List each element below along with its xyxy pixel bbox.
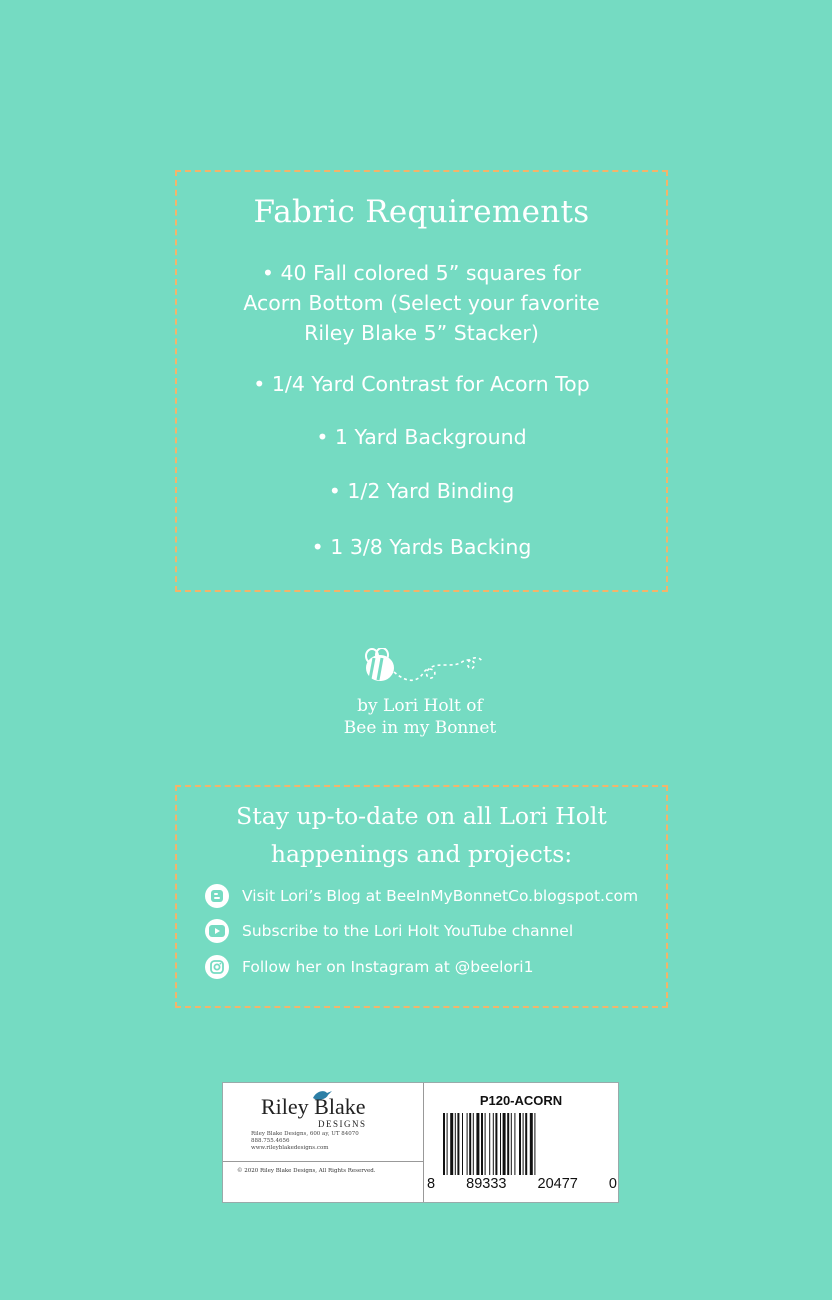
copyright-text: © 2020 Riley Blake Designs, All Rights Reserved.: [237, 1168, 376, 1174]
social-heading: [187, 797, 656, 873]
blog-link-text: Visit Lori’s Blog at BeeInMyBonnetCo.blogspot.com: [242, 887, 639, 905]
social-heading-line: Stay up-to-date on all Lori Holt: [236, 802, 607, 830]
barcode-icon: [443, 1113, 603, 1175]
barcode-digit-group: 8: [427, 1176, 436, 1192]
barcode-number: [427, 1176, 617, 1192]
requirement-line: • 40 Fall colored 5” squares for: [261, 261, 582, 285]
brand-name: Riley Blake: [261, 1094, 366, 1119]
requirement-item: • 1 3/8 Yards Backing: [311, 535, 532, 559]
social-heading-line: happenings and projects:: [270, 840, 573, 868]
social-links-box: [175, 785, 668, 1008]
byline-author: by Lori Holt of: [357, 696, 483, 716]
address-line: www.rileyblakedesigns.com: [251, 1145, 329, 1151]
blog-link[interactable]: [205, 883, 638, 909]
requirement-item: • 1/2 Yard Binding: [328, 479, 515, 503]
byline-company: Bee in my Bonnet: [343, 718, 497, 738]
requirement-line: Riley Blake 5” Stacker): [304, 321, 539, 345]
blogger-icon: [205, 884, 229, 908]
fabric-requirements-title: Fabric Requirements: [253, 194, 590, 230]
barcode-digit-group: 89333: [466, 1176, 507, 1192]
youtube-icon: [205, 919, 229, 943]
address-line: Riley Blake Designs, 600 ay, UT 84070: [251, 1131, 359, 1137]
label-divider: [223, 1161, 423, 1162]
brand-subtitle: DESIGNS: [318, 1119, 367, 1129]
requirement-item: [187, 258, 656, 348]
instagram-icon: [205, 955, 229, 979]
barcode-digit-group: 20477: [537, 1176, 578, 1192]
product-label: [222, 1082, 619, 1203]
instagram-link[interactable]: [205, 954, 533, 980]
requirement-item: • 1/4 Yard Contrast for Acorn Top: [253, 372, 590, 396]
fabric-requirements-box: [175, 170, 668, 592]
bee-icon: [358, 648, 488, 690]
product-sku: P120-ACORN: [479, 1093, 563, 1108]
youtube-link-text: Subscribe to the Lori Holt YouTube channel: [242, 922, 574, 940]
brand-panel: [223, 1083, 424, 1202]
requirement-item: • 1 Yard Background: [316, 425, 527, 449]
barcode-digit-group: 0: [608, 1176, 617, 1192]
youtube-link[interactable]: [205, 918, 573, 944]
brand-address: [251, 1131, 401, 1152]
requirement-line: Acorn Bottom (Select your favorite: [243, 291, 600, 315]
address-line: 888.755.4656: [251, 1138, 290, 1144]
instagram-link-text: Follow her on Instagram at @beelori1: [242, 958, 534, 976]
